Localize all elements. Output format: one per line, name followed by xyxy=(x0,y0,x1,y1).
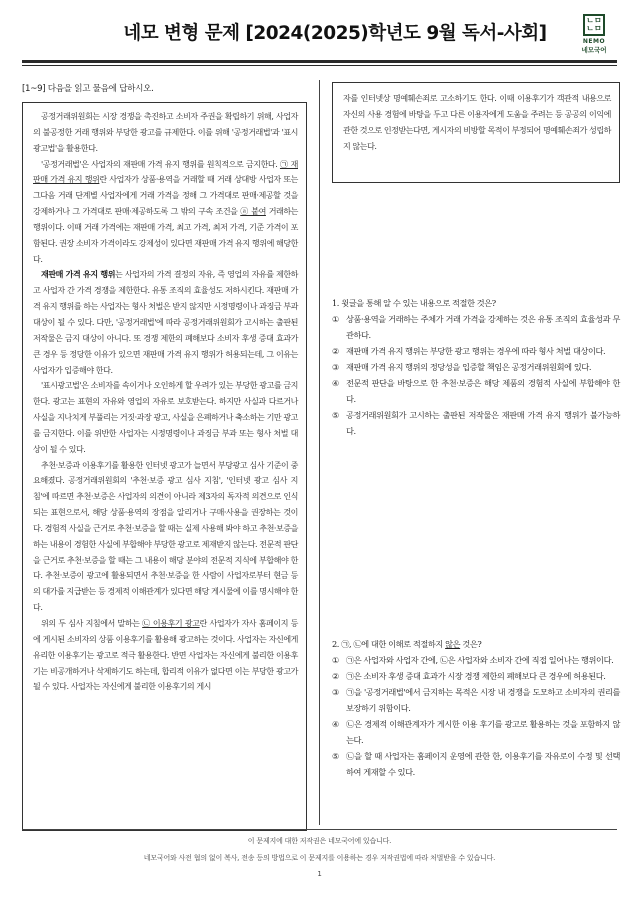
choice-item[interactable] xyxy=(332,343,620,359)
choice-number: ③ xyxy=(332,687,339,697)
choice-text: 전문적 판단을 바탕으로 한 추천·보증은 해당 제품의 경험적 사실에 부합해야 한다. xyxy=(346,378,620,404)
choice-text: ㉡을 할 때 사업자는 홈페이지 운영에 관한 한, 이용후기를 자유로이 수정 및 선택하여 게재할 수 있다. xyxy=(346,751,620,777)
choice-text: ㉠은 소비자 후생 증대 효과가 시장 경쟁 제한의 폐해보다 큰 경우에 허용된다. xyxy=(346,671,606,681)
passage-paragraph-3 xyxy=(33,267,298,378)
bold-term: 재판매 가격 유지 행위 xyxy=(41,269,116,280)
choice-number: ① xyxy=(332,314,339,324)
question-stem: 1. 윗글을 통해 알 수 있는 내용으로 적절한 것은? xyxy=(332,298,496,308)
choice-number: ⑤ xyxy=(332,410,339,420)
passage-text: 란 사업자가 자사 홈페이지 등에 게시된 소비자의 상품 이용후기를 활용해 광고하는 것이다. 사업자는 자신에게 유리한 이용후기는 광고로 적극 활용한다. 반면 사업자는 자신에게 불리한 이용후기는 비공개하거나 삭제하기도 하는데, 합리적 이유가 없다면 이는 부당한 광고가 될 수 있다. 사업자는 자신에게 불리한 이용후기의 게시 xyxy=(33,619,299,692)
choice-text: 상품·용역을 거래하는 주체가 거래 가격을 강제하는 것은 유통 조직의 효율성과 무관하다. xyxy=(346,314,620,340)
passage-paragraph-5: 추천·보증과 이용후기를 활용한 인터넷 광고가 늘면서 부당광고 심사 기준이 중요해졌다. 공정거래위원회의 '추천·보증 광고 심사 지침', '인터넷 광고 심사 지침'에 따르면 추천·보증은 사업자의 의견이 아니라 제3자의 독자적 의견으로 인식되는 표현으로서, 해당 상품·용역의 장점을 알리거나 구매·사용을 권장하는 것이다. 경험적 사실을 근거로 추천·보증을 할 때는 실제 사용해 봐야 하고 추천·보증을 하는 내용이 경험한 사실에 부합해야 부당한 광고로 제재받지 않는다. 전문적 판단을 근거로 추천·보증을 할 때는 그 내용이 해당 분야의 전문적 지식에 부합해야 한다. 추천·보증이 광고에 활용되면서 추천·보증을 한 사람이 사업자로부터 현금 등의 대가를 지급받는 등 경제적 이해관계가 있다면 해당 게시물에 이를 명시해야 한다. xyxy=(33,460,298,613)
footer-divider xyxy=(22,829,617,830)
choice-text: ㉠은 사업자와 사업자 간에, ㉡은 사업자와 소비자 간에 직접 일어나는 행위이다. xyxy=(346,655,614,665)
choice-item[interactable] xyxy=(332,668,620,684)
choice-item[interactable] xyxy=(332,652,620,668)
choice-number: ② xyxy=(332,346,339,356)
instruction-text: [1~9] 다음을 읽고 물음에 답하시오. xyxy=(22,84,154,94)
choice-item[interactable] xyxy=(332,359,620,375)
choice-text: ㉠을 '공정거래법'에서 금지하는 목적은 시장 내 경쟁을 도모하고 소비자의 권리를 보장하기 위함이다. xyxy=(346,687,620,713)
choice-item[interactable] xyxy=(332,684,620,716)
question-1 xyxy=(332,295,620,439)
marker-circle-a-word: ⓐ 붙여 xyxy=(240,207,266,217)
choice-item[interactable] xyxy=(332,311,620,343)
page-title: 네모 변형 문제 [2024(2025)학년도 9월 독서-사회] xyxy=(123,23,547,44)
passage-paragraph-1: 공정거래위원회는 시장 경쟁을 촉진하고 소비자 주권을 확립하기 위해, 사업자의 불공정한 거래 행위와 부당한 광고를 규제한다. 이를 위해 '공정거래법'과 '표시광고법'을 활용한다. xyxy=(33,112,298,153)
passage-box xyxy=(22,102,307,831)
choice-item[interactable] xyxy=(332,716,620,748)
choice-text: 재판매 가격 유지 행위의 정당성을 입증할 책임은 공정거래위원회에 있다. xyxy=(346,362,592,372)
header-divider-thin xyxy=(22,65,617,66)
choice-number: ⑤ xyxy=(332,751,339,761)
choice-list xyxy=(332,652,620,780)
question-stem xyxy=(332,636,620,652)
choice-list xyxy=(332,311,620,439)
column-divider xyxy=(319,80,320,825)
copyright-notice: 이 문제지에 대한 저작권은 네모국어에 있습니다. xyxy=(247,837,392,845)
passage-paragraph-6 xyxy=(33,616,298,695)
copyright-warning: 네모국어와 사전 협의 없이 복사, 전송 등의 방법으로 이 문제지를 이용하는 경우 저작권법에 따라 처벌받을 수 있습니다. xyxy=(143,854,496,862)
passage-paragraph-4: '표시광고법'은 소비자를 속이거나 오인하게 할 우려가 있는 부당한 광고를 금지한다. 광고는 표현의 자유와 영업의 자유로 보호받는다. 하지만 사실과 다르거나 사실을 지나치게 부풀리는 거짓·과장 광고, 사실을 은폐하거나 축소하는 기만 광고를 금지한다. 이를 위반한 사업자는 시정명령이나 과징금 부과 또는 형사 처벌 대상이 될 수 있다. xyxy=(33,381,298,454)
passage-text: 위의 두 심사 지침에서 말하는 xyxy=(41,619,143,628)
brand-logo xyxy=(566,14,622,54)
passage-box-continued xyxy=(332,82,620,183)
passage-paragraph-7: 자를 인터넷상 명예훼손죄로 고소하기도 한다. 이때 이용후기가 객관적 내용으로 자신의 사용 경험에 바탕을 두고 다른 이용자에게 도움을 주려는 등 공공의 이익에 관한 것으로 인정받는다면, 게시자의 비방할 목적이 부정되어 명예훼손죄가 성립하지 않는다. xyxy=(343,94,611,151)
passage-text: 거래하는 행위이다. 이때 거래 가격에는 재판매 가격, 최고 가격, 최저 가격, 기준 가격이 포함된다. 권장 소비자 가격이라도 강제성이 있다면 재판매 가격 유지 행위에 해당한다. xyxy=(33,207,298,264)
header-divider xyxy=(22,60,617,63)
choice-number: ① xyxy=(332,655,339,665)
logo-mark-icon: ㄴㅁ ㄴㅁ xyxy=(583,14,605,36)
emphasis-negative: 않은 xyxy=(445,639,461,649)
logo-english-text: NEMO xyxy=(582,38,606,45)
question-2 xyxy=(332,636,620,780)
passage-paragraph-2 xyxy=(33,157,298,268)
choice-text: 재판매 가격 유지 행위는 부당한 광고 행위는 경우에 따라 형사 처벌 대상이다. xyxy=(346,346,606,356)
choice-item[interactable] xyxy=(332,375,620,407)
passage-text: '공정거래법'은 사업자의 재판매 가격 유지 행위를 원칙적으로 금지한다. xyxy=(41,159,280,169)
page-number: 1 xyxy=(317,870,322,878)
choice-number: ③ xyxy=(332,362,339,372)
choice-number: ② xyxy=(332,671,339,681)
choice-text: ㉡은 경제적 이해관계자가 게시한 이용 후기를 광고로 활용하는 것을 포함하지 않는다. xyxy=(346,719,620,745)
choice-number: ④ xyxy=(332,719,339,729)
choice-text: 공정거래위원회가 고시하는 출판된 저작물은 재판매 가격 유지 행위가 불가능하다. xyxy=(346,410,620,436)
left-column xyxy=(22,82,307,831)
right-column xyxy=(332,82,620,777)
question-stem-text: 것은? xyxy=(460,639,482,649)
question-stem-text: 2. ㉠, ㉡에 대한 이해로 적절하지 xyxy=(332,639,446,649)
passage-text: 는 사업자의 가격 결정의 자유, 즉 영업의 자유를 제한하고 사업자 간 가격 경쟁을 제한한다. 유통 조직의 효율성도 저하시킨다. 재판매 가격 유지 행위를 하는 사업자는 형사 처벌은 받지 않지만 시정명령이나 과징금 부과 대상이 될 수 있다. 다만, '공정거래법'에 따라 공정거래위원회가 고시하는 출판된 저작물은 금지 대상이 아니다. 또 경쟁 제한의 폐해보다 소비자 후생 증대 효과가 큰 경우 등 정당한 이유가 있으면 재판매 가격 유지 행위가 허용되는데, 그 이유는 사업자가 입증해야 한다. xyxy=(33,270,298,375)
passage-text: 란 사업자가 상품·용역을 거래할 때 거래 상대방 사업자 또는 그다음 거래 단계별 사업자에게 거래 가격을 정해 그 가격대로 판매·제공할 것을 강제하거나 그 가격대로 판매·제공하도록 그 밖의 구속 조건을 xyxy=(33,175,298,217)
choice-item[interactable] xyxy=(332,407,620,439)
logo-korean-text: 네모국어 xyxy=(581,46,607,54)
marker-a-term: ㉠ 재판매 가격 유지 행위 xyxy=(33,159,298,185)
choice-number: ④ xyxy=(332,378,339,388)
marker-b-term: ㉡ 이용후기 광고 xyxy=(142,619,200,628)
choice-item[interactable] xyxy=(332,748,620,780)
